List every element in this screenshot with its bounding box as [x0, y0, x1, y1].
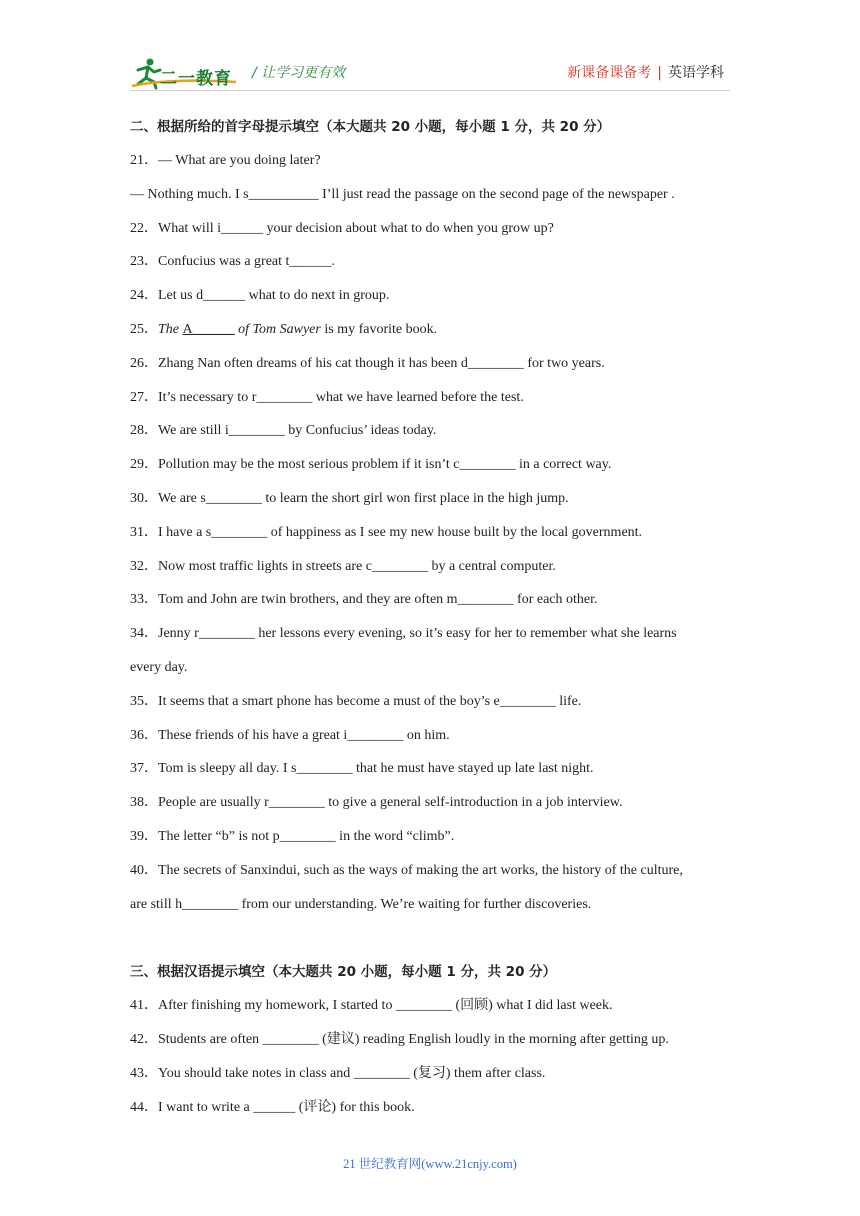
question-line: 29．Pollution may be the most serious problem if it isn’t c________ in a correct way.: [130, 457, 612, 473]
question-line: 21．— What are you doing later?: [130, 153, 321, 168]
header-right: [567, 62, 724, 82]
question-line: are still h________ from our understanding. We’re waiting for further discoveries.: [130, 896, 592, 912]
question-line: 39．The letter “b” is not p________ in the word “climb”.: [130, 828, 455, 844]
question-line: 31．I have a s________ of happiness as I see my new house built by the local government.: [130, 524, 643, 540]
logo-text: 二一教育: [160, 69, 232, 89]
question-line-25: [130, 313, 735, 347]
exercise-content: [130, 110, 735, 1125]
question-line: 24．Let us d______ what to do next in group.: [130, 288, 390, 304]
question-line: 27．It’s necessary to r________ what we have learned before the test.: [130, 389, 524, 405]
course-label: 新课备课备考: [567, 65, 652, 81]
slogan: / 让学习更有效: [252, 65, 346, 81]
question-line: 37．Tom is sleepy all day. I s________ that he must have stayed up late last night.: [130, 761, 594, 777]
section-2-title: 二、根据所给的首字母提示填空（本大题共 20 小题，每小题 1 分，共 20 分）: [130, 119, 611, 135]
header-separator: |: [657, 65, 662, 81]
question-line: 41．After finishing my homework, I started to ________ (回顾) what I did last week.: [130, 998, 613, 1014]
question-line: 38．People are usually r________ to give a general self-introduction in a job interview.: [130, 795, 623, 811]
question-line: every day.: [130, 659, 188, 675]
question-line: 42．Students are often ________ (建议) reading English loudly in the morning after getting up.: [130, 1032, 669, 1048]
question-line: 23．Confucius was a great t______.: [130, 254, 335, 270]
q25-title-end: of Tom Sawyer: [234, 321, 321, 337]
section-gap: [130, 921, 735, 955]
question-line: 35．It seems that a smart phone has become a must of the boy’s e________ life.: [130, 693, 582, 709]
question-line: 34．Jenny r________ her lessons every evening, so it’s easy for her to remember what she learns: [130, 626, 677, 642]
q25-tail: is my favorite book.: [320, 321, 438, 337]
question-line: 40．The secrets of Sanxindui, such as the ways of making the art works, the history of the culture,: [130, 862, 683, 878]
question-line: 36．These friends of his have a great i________ on him.: [130, 727, 450, 743]
q25-number: 25．: [130, 321, 158, 337]
question-line: 28．We are still i________ by Confucius’ ideas today.: [130, 423, 437, 439]
question-line: 43．You should take notes in class and ________ (复习) them after class.: [130, 1065, 546, 1081]
question-line: 30．We are s________ to learn the short girl won first place in the high jump.: [130, 490, 569, 506]
question-line: 22．What will i______ your decision about what to do when you grow up?: [130, 220, 554, 236]
section-3-title: 三、根据汉语提示填空（本大题共 20 小题，每小题 1 分，共 20 分）: [130, 964, 557, 981]
question-line: 33．Tom and John are twin brothers, and they are often m________ for each other.: [130, 592, 598, 608]
subject-label: 英语学科: [668, 65, 724, 81]
q25-blank: A______: [182, 321, 235, 337]
q25-title-start: The: [158, 321, 183, 337]
page-footer: 21 世纪教育网(www.21cnjy.com): [343, 1157, 517, 1171]
page-header: [130, 56, 730, 92]
question-line: 32．Now most traffic lights in streets are c________ by a central computer.: [130, 558, 556, 574]
header-divider: [130, 90, 730, 91]
question-line: — Nothing much. I s__________ I’ll just read the passage on the second page of the newspaper .: [130, 186, 675, 202]
question-line: 26．Zhang Nan often dreams of his cat though it has been d________ for two years.: [130, 355, 605, 371]
question-line: 44．I want to write a ______ (评论) for this book.: [130, 1099, 415, 1115]
